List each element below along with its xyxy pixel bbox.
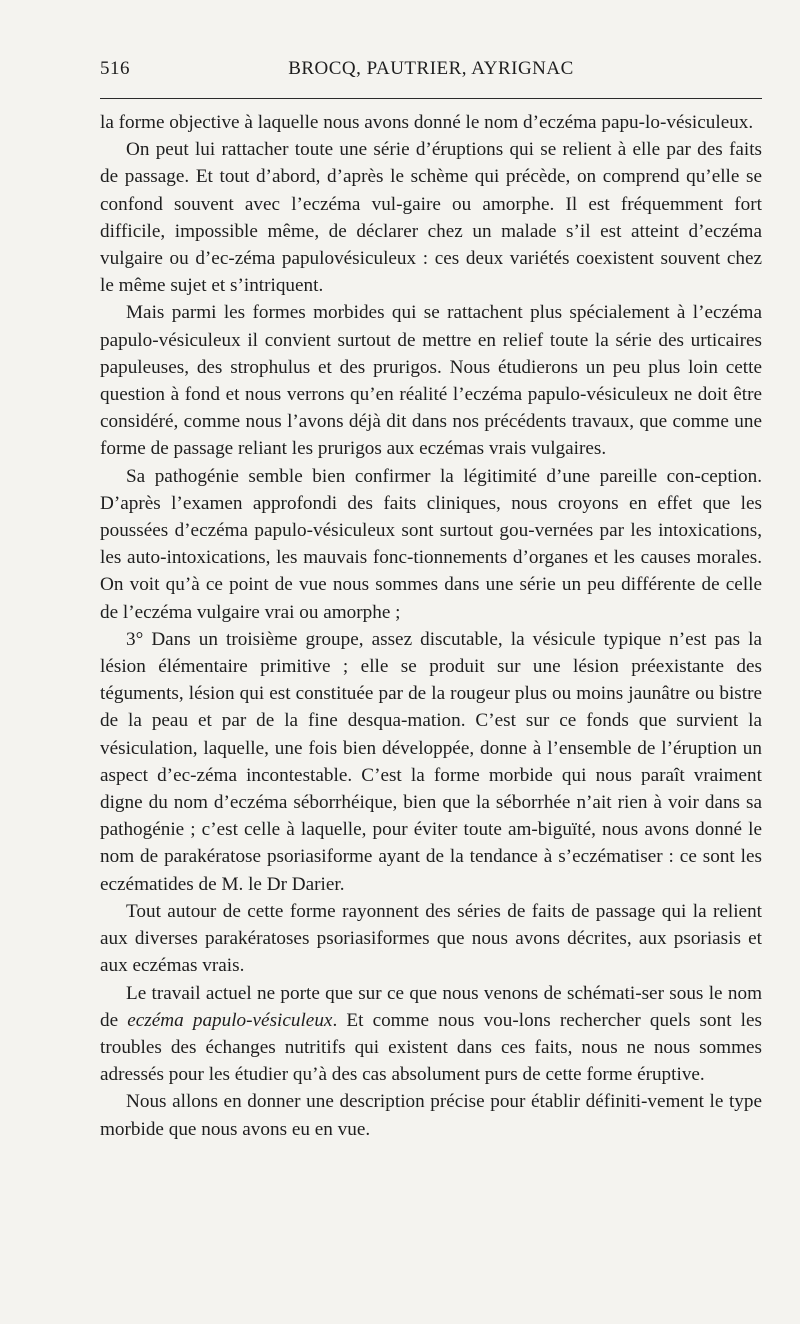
- paragraph-7-before: Le travail actuel ne porte que sur ce que nous venons de schémati-ser sous le nom de: [100, 982, 762, 1031]
- italic-term: eczéma papulo-vésiculeux: [127, 1009, 333, 1031]
- paragraph-8: Nous allons en donner une description précise pour établir définiti-vement le type morbide que nous avons eu en vue.: [100, 1091, 762, 1140]
- paragraph-5: [100, 626, 762, 898]
- paragraph-3: Mais parmi les formes morbides qui se rattachent plus spécialement à l’eczéma papulo-vésiculeux il convient surtout de mettre en relief toute la série des urticaires papuleuses, des strophulus et des prurigos. Nous étudierons un peu plus loin cette question à fond et nous verrons qu’en réalité l’eczéma papulo-vésiculeux ne doit être considéré, comme nous l’avons déjà dit dans nos précédents travaux, que comme une forme de passage reliant les prurigos aux eczémas vrais vulgaires.: [100, 302, 762, 460]
- paragraph-2: On peut lui rattacher toute une série d’éruptions qui se relient à elle par des faits de passage. Et tout d’abord, d’après le schème qui précède, on comprend qu’elle se confond souvent avec l’eczéma vul-gaire ou amorphe. Il est fréquemment fort difficile, impossible même, de déclarer chez un malade s’il est atteint d’eczéma vulgaire ou d’ec-zéma papulovésiculeux : ces deux variétés coexistent souvent chez le même sujet et s’intriquent.: [100, 139, 762, 297]
- paragraph-6: Tout autour de cette forme rayonnent des séries de faits de passage qui la relient aux diverses parakératoses psoriasiformes que nous avons décrites, aux psoriasis et aux eczémas vrais.: [100, 900, 762, 977]
- paragraph-7-after: . Et comme nous vou-lons rechercher quels sont les troubles des échanges nutritifs qui existent dans ces faits, nous ne nous sommes adressés pour les étudier qu’à des cas absolument purs de cette forme éruptive.: [100, 1009, 762, 1086]
- header-rule: [100, 98, 762, 99]
- paragraph-7: [100, 980, 762, 1089]
- paragraph-5-text: Dans un troisième groupe, assez discutable, la vésicule typique n’est pas la lésion élémentaire primitive ; elle se produit sur une lésion préexistante des téguments, lésion qui est constituée par de la rougeur plus ou moins jaunâtre ou bistre de la peau et par de la fine desqua-mation. C’est sur ce fonds que survient la vésiculation, laquelle, une fois bien développée, donne à l’ensemble de l’éruption un aspect d’ec-zéma incontestable. C’est la forme morbide qui nous paraît vraiment digne du nom d’eczéma séborrhéique, bien que la séborrhée n’ait rien à voir dans sa pathogénie ; c’est celle à laquelle, pour éviter toute am-biguïté, nous avons donné le nom de parakératose psoriasiforme ayant de la tendance à s’eczématiser : ce sont les eczématides de M. le Dr Darier.: [100, 628, 762, 895]
- page-header: [100, 58, 762, 88]
- paragraph-1: la forme objective à laquelle nous avons donné le nom d’eczéma papu-lo-vésiculeux.: [100, 112, 754, 133]
- body-text: [100, 109, 762, 1143]
- running-head: BROCQ, PAUTRIER, AYRIGNAC: [288, 58, 574, 79]
- book-page: [100, 58, 762, 1143]
- list-marker: 3°: [126, 628, 144, 650]
- paragraph-4: Sa pathogénie semble bien confirmer la légitimité d’une pareille con-ception. D’après l’examen approfondi des faits cliniques, nous croyons en effet que les poussées d’eczéma papulo-vésiculeux sont surtout gou-vernées par les intoxications, les auto-intoxications, les mauvais fonc-tionnements d’organes et les causes morales. On voit qu’à ce point de vue nous sommes dans une série un peu différente de celle de l’eczéma vulgaire vrai ou amorphe ;: [100, 465, 762, 623]
- page-number: 516: [100, 58, 130, 79]
